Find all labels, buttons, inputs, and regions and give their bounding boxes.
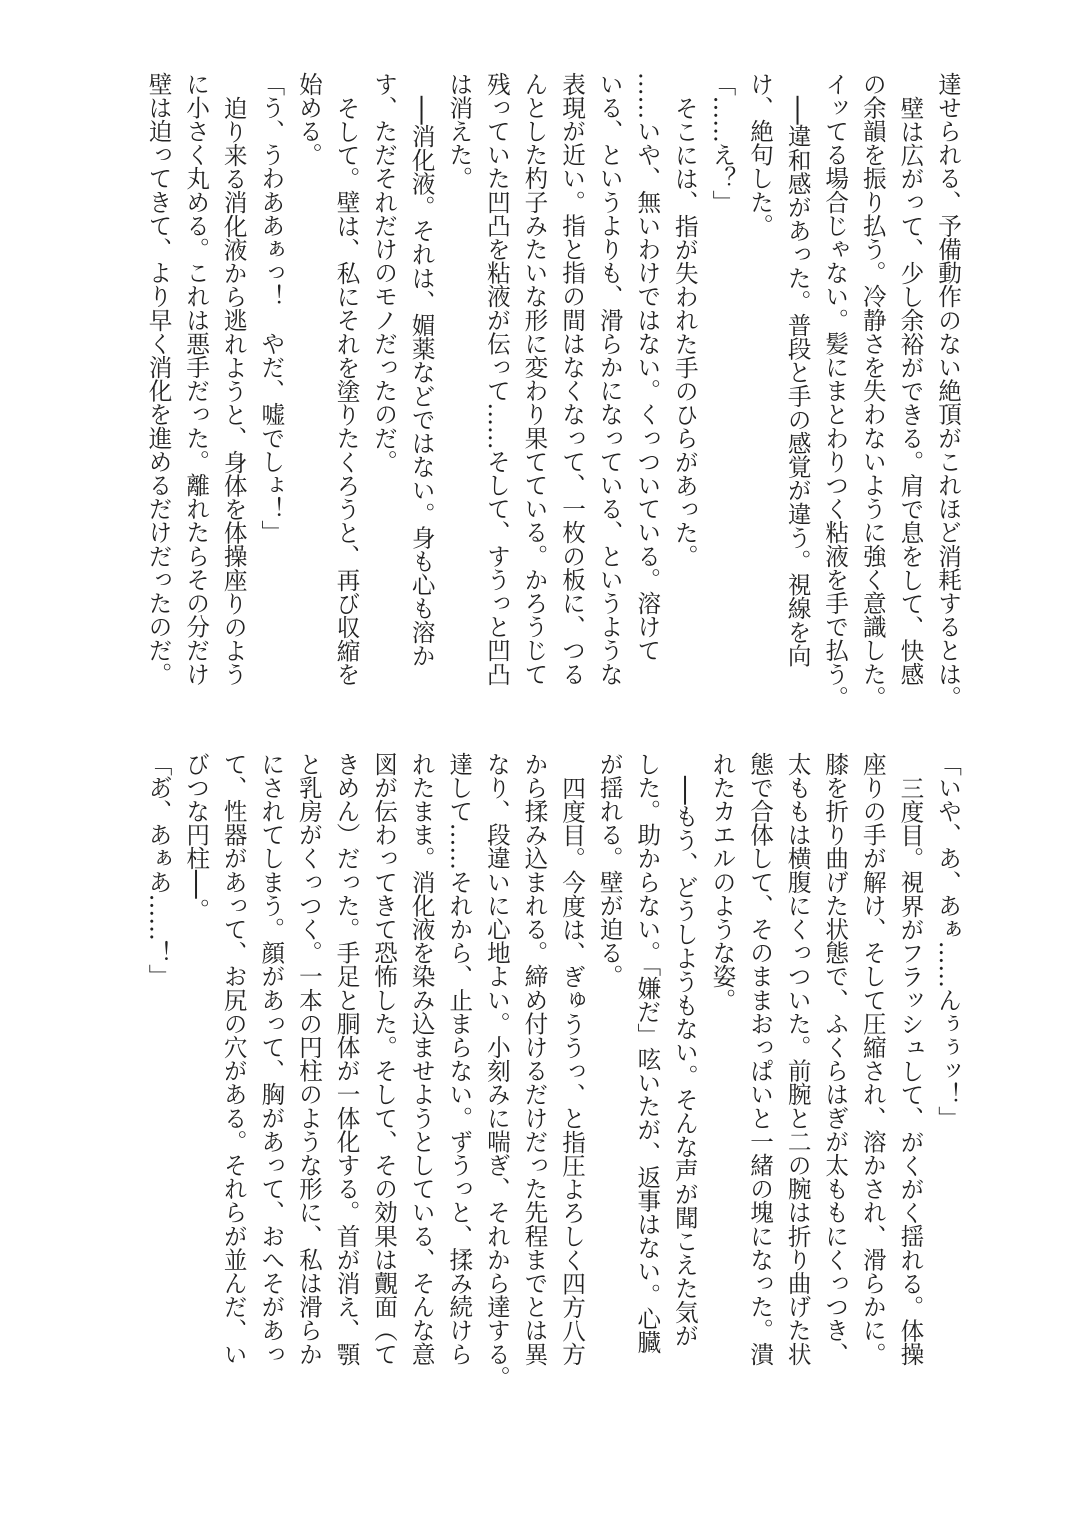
text-line: れたまま。消化液を染み込ませようとしている、そんな意	[407, 752, 436, 1366]
text-line: に小さく丸める。これは悪手だった。離れたらその分だけ	[182, 72, 211, 686]
text-line: 迫り来る消化液から逃れようと、身体を体操座りのよう	[219, 95, 248, 686]
text-line: が揺れる。壁が迫る。	[595, 752, 624, 988]
text-line: と乳房がくっつく。一本の円柱のような形に、私は滑らか	[294, 752, 323, 1366]
text-line: 座りの手が解け、そして圧縮され、溶かされ、滑らかに。	[858, 752, 887, 1366]
text-line: から揉み込まれる。締め付けるだけだった先程までとは異	[520, 752, 549, 1366]
text-line: そして。壁は、私にそれを塗りたくろうと、再び収縮を	[332, 95, 361, 686]
text-line: て、性器があって、お尻の穴がある。それらが並んだ、い	[219, 752, 248, 1366]
text-line: んとした杓子みたいな形に変わり果てている。かろうじて	[520, 72, 549, 686]
text-line: そこには、指が失われた手のひらがあった。	[670, 95, 699, 568]
text-line: 「あ゙、あぁあ……！」	[144, 752, 173, 988]
text-line: ──もう、どうしようもない。そんな声が聞こえた気が	[670, 775, 699, 1347]
text-line: 達して……それから、止まらない。ずうっと、揉み続けら	[445, 752, 474, 1366]
text-block-top	[139, 72, 966, 710]
text-line: 残っていた凹凸を粘液が伝って……そして、すうっと凹凸	[482, 72, 511, 686]
text-line: びつな円柱──。	[182, 752, 211, 923]
text-line: なり、段違いに心地よい。小刻みに喘ぎ、それから達する。	[482, 752, 511, 1390]
text-line: け、絶句した。	[746, 72, 775, 238]
text-line: イッてる場合じゃない。髪にまとわりつく粘液を手で払う。	[821, 72, 850, 710]
text-line: す、ただそれだけのモノだったのだ。	[370, 72, 399, 474]
text-line: 始める。	[294, 72, 323, 167]
text-line: いる、というよりも、滑らかになっている、というような	[595, 72, 624, 686]
text-line: にされてしまう。顔があって、胸があって、おへそがあっ	[257, 752, 286, 1366]
text-line: きめん）だった。手足と胴体が一体化する。首が消え、顎	[332, 752, 361, 1366]
text-line: 壁は広がって、少し余裕ができる。肩で息をして、快感	[896, 95, 925, 686]
text-block-bottom	[139, 752, 966, 1390]
text-line: 図が伝わってきて恐怖した。そして、その効果は覿面（て	[370, 752, 399, 1366]
text-line: ……いや、無いわけではない。くっついている。溶けて	[633, 72, 662, 662]
text-line: れたカエルのような姿。	[708, 752, 737, 1012]
text-line: 達せられる、予備動作のない絶頂がこれほど消耗するとは。	[934, 72, 962, 710]
text-line: ──消化液。それは、媚薬などではない。身も心も溶か	[407, 95, 436, 667]
text-line: 態で合体して、そのままおっぱいと一緒の塊になった。潰	[746, 752, 775, 1366]
text-line: は消えた。	[445, 72, 474, 190]
text-line: 表現が近い。指と指の間はなくなって、一枚の板に、つる	[558, 72, 587, 686]
text-line: の余韻を振り払う。冷静さを失わないように強く意識した。	[858, 72, 887, 710]
text-line: 四度目。今度は、ぎゅううっ、と指圧よろしく四方八方	[558, 775, 587, 1366]
text-line: ──違和感があった。普段と手の感覚が違う。視線を向	[783, 95, 812, 667]
text-line: 太ももは横腹にくっついた。前腕と二の腕は折り曲げた状	[783, 752, 812, 1366]
text-line: 膝を折り曲げた状態で、ふくらはぎが太ももにくっつき、	[821, 752, 850, 1366]
text-line: 「いや、あ、あぁ……んぅぅッ！」	[934, 752, 962, 1130]
text-line: 「……え？」	[708, 72, 737, 214]
text-line: 壁は迫ってきて、より早く消化を進めるだけだったのだ。	[144, 72, 173, 686]
text-line: 「う、うわああぁっ！ やだ、嘘でしょ！」	[257, 72, 286, 544]
text-line: した。助からない。「嫌だ」呟いたが、返事はない。心臓	[633, 752, 662, 1354]
text-line: 三度目。視界がフラッシュして、がくがく揺れる。体操	[896, 775, 925, 1366]
